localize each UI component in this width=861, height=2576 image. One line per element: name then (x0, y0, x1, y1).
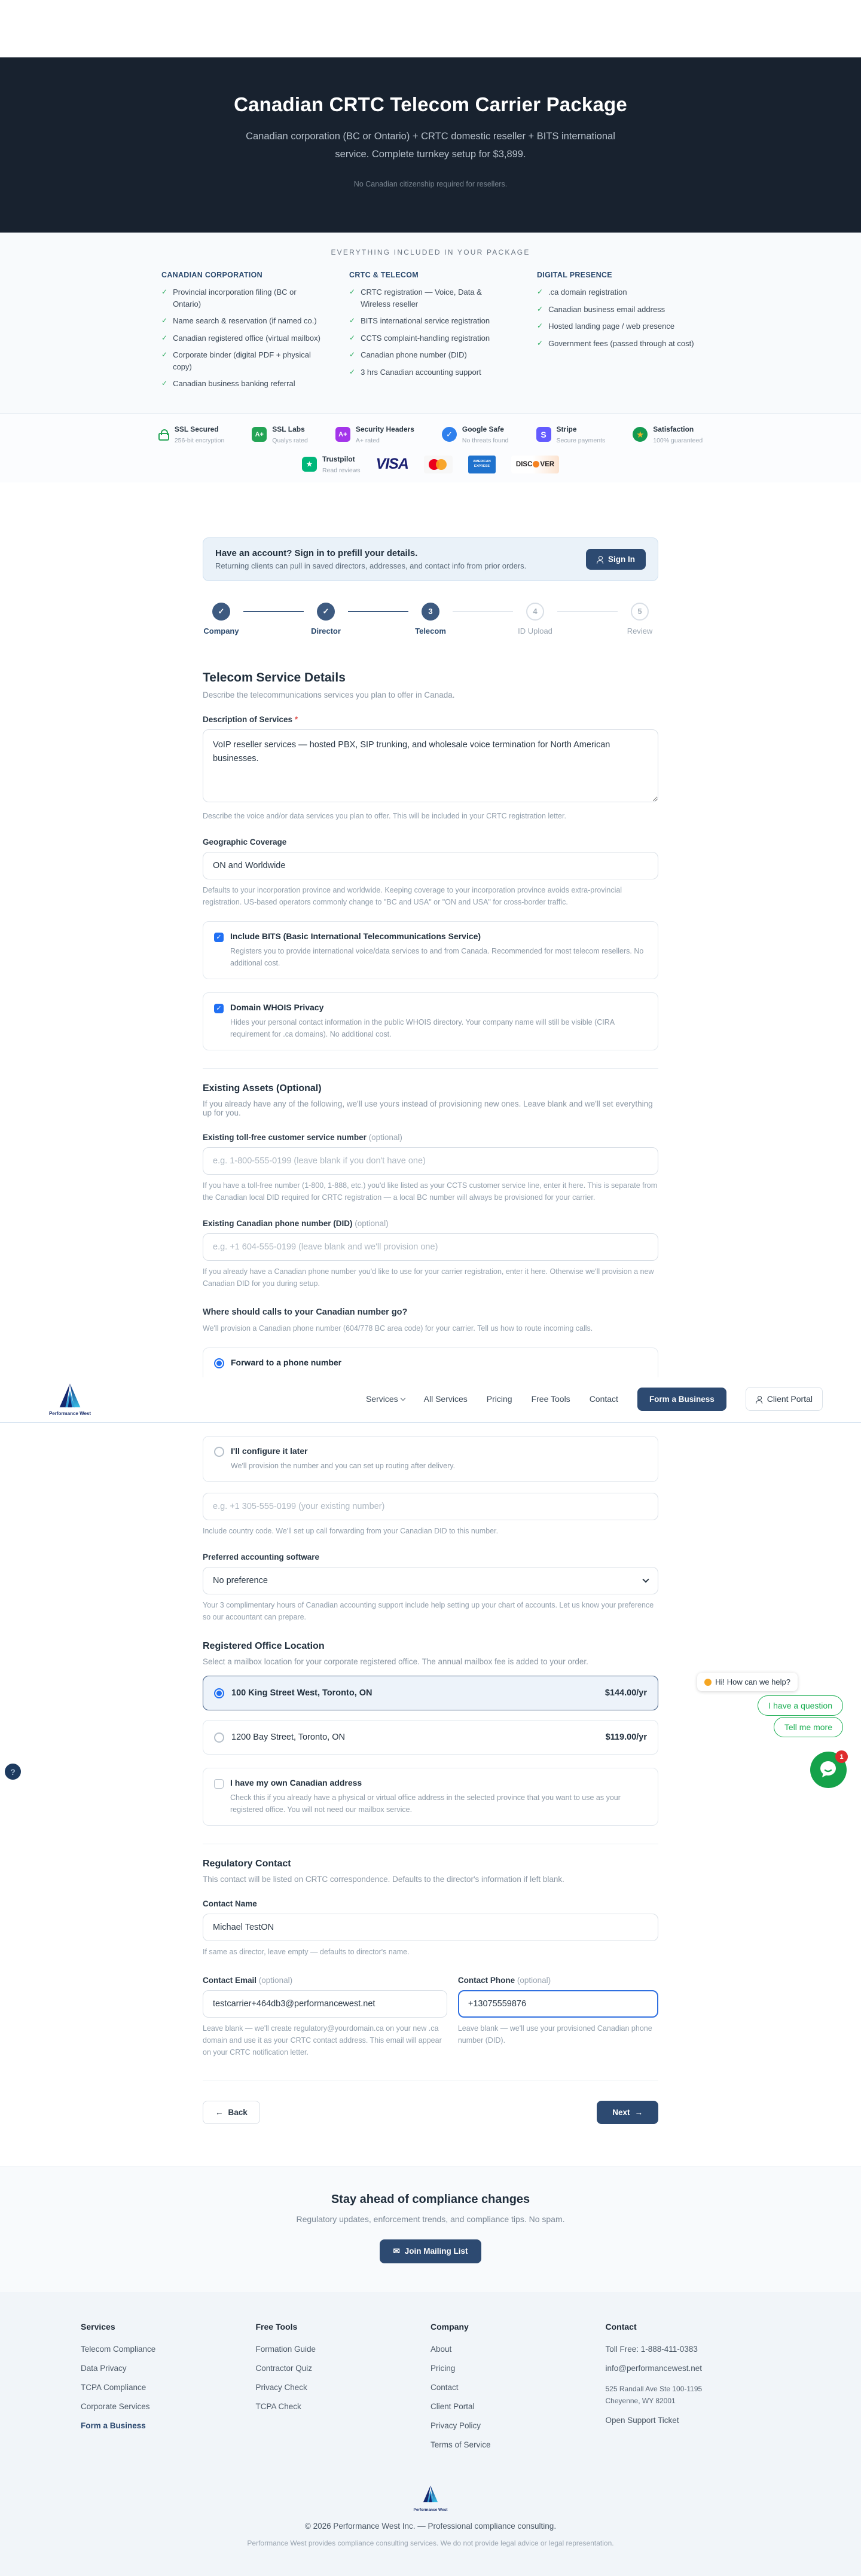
trust-row-2 (0, 454, 861, 475)
step-label: Director (311, 626, 341, 635)
stepper (203, 603, 658, 635)
person-icon (756, 1396, 762, 1402)
chat-greeting-text: Hi! How can we help? (715, 1677, 790, 1686)
badge-label: Security Headers (355, 424, 414, 433)
check-icon: ✓ (161, 316, 168, 325)
step-director[interactable] (307, 603, 344, 635)
later-desc: We'll provision the number and you can set up routing after delivery. (231, 1461, 456, 1470)
visa-logo: VISA (375, 456, 408, 473)
whois-checkbox-checked[interactable]: ✓ (214, 1004, 224, 1013)
person-icon (597, 556, 603, 563)
nav-pricing[interactable]: Pricing (486, 1394, 512, 1404)
item-label: BITS international service registration (361, 316, 490, 326)
signin-banner (203, 537, 658, 581)
step-id-upload[interactable] (517, 603, 554, 635)
logo-text: Performance West (48, 1410, 91, 1416)
chat-bubble-icon[interactable] (810, 1752, 847, 1788)
included-grid (161, 271, 700, 395)
list-item (349, 332, 512, 344)
discover-text-left: DISC (515, 460, 533, 468)
step-telecom[interactable] (412, 603, 449, 635)
office-radio-unselected[interactable] (214, 1732, 224, 1743)
item-label: CRTC registration — Voice, Data & Wireless reseller (361, 288, 482, 308)
chat-badge: 1 (835, 1750, 848, 1763)
next-arrow-icon: → (634, 2107, 643, 2117)
contact-name-label: Contact Name (203, 1899, 257, 1908)
badge-ssl-secured (158, 424, 224, 445)
check-icon: ✓ (349, 288, 356, 297)
logo[interactable] (44, 1382, 96, 1416)
check-icon: ✓ (161, 333, 168, 342)
footer-column-title: Free Tools (255, 2321, 298, 2331)
office-heading: Registered Office Location (203, 1640, 325, 1651)
item-label: 3 hrs Canadian accounting support (361, 367, 481, 377)
newsletter-section (0, 2166, 861, 2292)
back-label: Back (228, 2107, 248, 2117)
disclaimer: Performance West provides compliance consulting services. We do not provide legal advice or legal representation. (247, 2538, 614, 2547)
check-icon: ✓ (349, 333, 356, 342)
contact-name-help: If same as director, leave empty — defaults to director's name. (203, 1947, 410, 1956)
later-label: I'll configure it later (231, 1446, 308, 1456)
footer-link-data-privacy[interactable]: Data Privacy (81, 2363, 127, 2373)
top-spacer (0, 0, 861, 57)
item-label: Government fees (passed through at cost) (548, 338, 694, 348)
step-circle-done: ✓ (212, 603, 230, 621)
footer-link-client-portal[interactable]: Client Portal (430, 2401, 475, 2411)
badge-label: Stripe (556, 424, 577, 433)
column-title: DIGITAL PRESENCE (537, 271, 612, 280)
footer-logo (0, 2485, 861, 2512)
contact-email-help: Leave blank — we'll create regulatory@yourdomain.ca on your new .ca domain and use it as your CRTC contact address. This email will appear on your CRTC notification letter. (203, 2024, 442, 2056)
bits-desc: Registers you to provide international voice/data services to and from Canada. Recommended for most telecom resellers. No additional cost. (230, 946, 644, 967)
step-circle-todo: 4 (526, 603, 544, 621)
footer-link-contractor-quiz[interactable]: Contractor Quiz (255, 2363, 313, 2373)
footer-link-formation-guide[interactable]: Formation Guide (255, 2344, 316, 2354)
client-portal-button[interactable] (746, 1387, 823, 1411)
stripe-icon: S (536, 427, 551, 442)
step-company[interactable] (203, 603, 240, 635)
optional-marker: (optional) (258, 1975, 293, 1985)
bits-card (203, 921, 658, 979)
step-label: Telecom (415, 626, 446, 635)
check-icon: ✓ (537, 322, 544, 331)
footer-link-privacy-check[interactable]: Privacy Check (255, 2382, 307, 2392)
chevron-down-icon (642, 1576, 649, 1582)
copyright: © 2026 Performance West Inc. — Professional compliance consulting. (304, 2521, 557, 2531)
item-label: CCTS complaint-handling registration (361, 333, 490, 343)
lock-icon (158, 433, 169, 441)
contact-phone-help: Leave blank — we'll use your provisioned Canadian phone number (DID). (457, 2024, 652, 2045)
item-label: Corporate binder (digital PDF + physical copy) (173, 350, 311, 371)
check-icon: ✓ (349, 350, 356, 359)
step-label: ID Upload (518, 626, 552, 635)
form-a-business-button[interactable]: Form a Business (637, 1388, 726, 1411)
tollfree-input[interactable] (203, 1147, 658, 1175)
footer-grid (81, 2322, 780, 2459)
footer-link-pricing[interactable]: Pricing (430, 2363, 456, 2373)
chat-question-button[interactable]: I have a question (758, 1695, 843, 1716)
list-item (161, 286, 324, 310)
later-option-card[interactable] (203, 1436, 658, 1482)
footer-link-tcpa-compliance[interactable]: TCPA Compliance (81, 2382, 146, 2392)
trustpilot-star-icon: ★ (302, 457, 317, 472)
footer (0, 2292, 861, 2576)
sign-in-label: Sign In (608, 554, 635, 564)
item-label: Provincial incorporation filing (BC or Ontario) (173, 288, 297, 308)
footer-email[interactable]: info@performancewest.net (605, 2363, 703, 2373)
list-item (349, 286, 512, 310)
tollfree-label: Existing toll-free customer service number (optional) (203, 1132, 402, 1142)
footer-column-services (81, 2322, 256, 2459)
amex-logo: AMERICAN EXPRESS (468, 456, 496, 473)
included-column-digital (537, 271, 700, 395)
step-connector (453, 611, 513, 612)
footer-column-title: Company (430, 2321, 469, 2331)
list-item (537, 286, 700, 298)
included-heading: EVERYTHING INCLUDED IN YOUR PACKAGE (331, 248, 530, 257)
badge-label: SSL Labs (272, 424, 305, 433)
forward-number-help: Include country code. We'll set up call forwarding from your Canadian DID to this number. (203, 1526, 499, 1535)
client-portal-label: Client Portal (767, 1394, 813, 1404)
signin-title: Have an account? Sign in to prefill your details. (215, 548, 418, 558)
back-button[interactable] (203, 2101, 260, 2124)
nav-free-tools[interactable]: Free Tools (531, 1394, 570, 1404)
optional-marker: (optional) (368, 1132, 402, 1142)
column-title: CANADIAN CORPORATION (161, 271, 262, 280)
trust-row-1 (0, 424, 861, 445)
item-label: Canadian business email address (548, 304, 665, 314)
wave-emoji-icon (704, 1679, 712, 1686)
google-safe-icon: ✓ (442, 427, 457, 442)
badge-google-safe (442, 424, 509, 445)
step-circle-active: 3 (422, 603, 439, 621)
whois-desc: Hides your personal contact information in the public WHOIS directory. Your company name will still be visible (CIRA requirement for .ca domains). No additional cost. (230, 1017, 615, 1038)
badge-label: Trustpilot (322, 454, 355, 463)
contact-email-label: Contact Email (optional) (203, 1975, 293, 1985)
logo-mountain-icon (420, 2485, 441, 2504)
contact-grid (203, 1960, 658, 2058)
later-radio-unselected[interactable] (214, 1447, 224, 1457)
office-radio-selected[interactable] (214, 1688, 224, 1698)
whois-title: Domain WHOIS Privacy (230, 1002, 324, 1012)
list-item (537, 320, 700, 332)
back-arrow-icon: ← (215, 2107, 224, 2117)
own-address-card[interactable] (203, 1768, 658, 1826)
badge-sub: Qualys rated (272, 436, 308, 444)
own-address-desc: Check this if you already have a physical or virtual office address in the selected province that you want to use as your registered office. You will not need our mailbox service. (230, 1793, 621, 1814)
contact-phone-input[interactable] (458, 1990, 658, 2018)
form-container-2 (203, 1436, 658, 2124)
chevron-down-icon (400, 1396, 405, 1401)
whois-card (203, 992, 658, 1050)
description-textarea[interactable] (203, 729, 658, 802)
regulatory-sub: This contact will be listed on CRTC correspondence. Defaults to the director's information if left blank. (203, 1874, 564, 1884)
security-headers-icon: A+ (335, 427, 350, 442)
check-icon: ✓ (349, 316, 356, 325)
page-title: Canadian CRTC Telecom Carrier Package (234, 93, 627, 115)
satisfaction-star-icon: ★ (633, 427, 648, 442)
nav-links (366, 1387, 823, 1411)
check-icon: ✓ (161, 379, 168, 388)
join-mailing-list-button[interactable] (380, 2239, 481, 2263)
nav-services[interactable]: Services (366, 1394, 405, 1404)
mastercard-logo (424, 456, 453, 473)
contact-phone-label: Contact Phone (optional) (457, 1975, 551, 1985)
ssl-labs-icon: A+ (252, 427, 267, 442)
included-column-corporation (161, 271, 324, 395)
discover-dot-icon (533, 461, 539, 467)
discover-text-right: VER (540, 460, 555, 468)
badge-sub: No threats found (462, 436, 509, 444)
badge-sub: Read reviews (322, 466, 361, 474)
footer-address: 525 Randall Ave Ste 100-1195 Cheyenne, WY 82001 (605, 2384, 703, 2406)
step-label: Company (203, 626, 239, 635)
badge-sub: Secure payments (556, 436, 606, 444)
help-button[interactable]: ? (5, 1764, 21, 1780)
footer-column-contact (606, 2322, 781, 2459)
list-item (161, 349, 324, 372)
item-label: Canadian registered office (virtual mailbox) (173, 333, 320, 343)
check-icon: ✓ (537, 288, 544, 297)
badge-label: Google Safe (462, 424, 504, 433)
tollfree-help: If you have a toll-free number (1-800, 1-888, etc.) you'd like listed as your CCTS customer service line, enter it here. This is separate from the Canadian local DID required for CRTC registration — a local BC number will always be provisioned for your carrier. (203, 1181, 658, 1202)
list-item (161, 315, 324, 327)
footer-link-terms[interactable]: Terms of Service (430, 2440, 491, 2449)
badge-sub: A+ rated (355, 436, 380, 444)
check-icon: ✓ (161, 350, 168, 359)
forward-number-input[interactable] (203, 1493, 658, 1520)
office-address: 100 King Street West, Toronto, ON (231, 1688, 373, 1698)
step-connector (348, 611, 408, 612)
footer-phone[interactable]: Toll Free: 1-888-411-0383 (605, 2344, 698, 2354)
list-item (537, 304, 700, 316)
list-item (349, 349, 512, 361)
step-connector (557, 611, 618, 612)
included-column-telecom (349, 271, 512, 395)
existing-assets-sub: If you already have any of the following, we'll use yours instead of provisioning new ones. Leave blank and we'll set everything up for you. (203, 1099, 653, 1117)
step-review[interactable] (621, 603, 658, 635)
own-address-title: I have my own Canadian address (230, 1777, 362, 1787)
hero-subtitle: Canadian corporation (BC or Ontario) + CRTC domestic reseller + BITS international service. Complete turnkey setup for $3,899. (246, 131, 615, 160)
check-icon: ✓ (349, 367, 356, 376)
badge-security-headers (335, 424, 414, 445)
trust-section (0, 413, 861, 482)
divider (203, 1068, 658, 1069)
badge-stripe (536, 424, 606, 445)
geographic-input[interactable] (203, 852, 658, 879)
routing-sub: We'll provision a Canadian phone number (604/778 BC area code) for your carrier. Tell us how to route incoming calls. (203, 1324, 593, 1333)
badge-ssl-labs (252, 424, 308, 445)
discover-logo (511, 456, 559, 473)
badge-label: SSL Secured (174, 424, 219, 433)
footer-link-tcpa-check[interactable]: TCPA Check (255, 2401, 301, 2411)
list-item (161, 378, 324, 390)
did-help: If you already have a Canadian phone number you'd like to use for your carrier registration, enter it here. Otherwise we'll provision a new Canadian DID for you during setup. (203, 1267, 654, 1288)
section-title: Telecom Service Details (203, 670, 346, 685)
did-label: Existing Canadian phone number (DID) (optional) (203, 1218, 389, 1228)
badge-sub: 256-bit encryption (174, 436, 225, 444)
accounting-label: Preferred accounting software (203, 1552, 320, 1562)
badge-sub: 100% guaranteed (653, 436, 703, 444)
routing-question: Where should calls to your Canadian number go? (203, 1307, 408, 1317)
footer-link-contact[interactable]: Contact (430, 2382, 459, 2392)
join-mailing-list-label: Join Mailing List (404, 2247, 468, 2256)
logo-text: Performance West (413, 2507, 448, 2512)
included-section (0, 233, 861, 413)
required-marker: * (294, 714, 298, 724)
list-item (349, 366, 512, 378)
sign-in-button[interactable] (586, 549, 646, 570)
own-address-checkbox-unchecked[interactable] (214, 1779, 224, 1789)
forward-radio-selected[interactable] (214, 1358, 224, 1368)
optional-marker: (optional) (355, 1218, 389, 1228)
footer-link-telecom-compliance[interactable]: Telecom Compliance (81, 2344, 156, 2354)
next-label: Next (612, 2107, 630, 2117)
footer-column-free-tools (256, 2322, 431, 2459)
form-container (203, 537, 658, 1377)
existing-assets-heading: Existing Assets (Optional) (203, 1083, 322, 1093)
check-icon: ✓ (161, 288, 168, 297)
geographic-help: Defaults to your incorporation province and worldwide. Keeping coverage to your incorporation province avoids extra-provincial registration. US-based operators commonly change to "BC and USA" or "ON and USA" for cross-border traffic. (203, 885, 622, 906)
footer-column-title: Contact (605, 2321, 637, 2331)
footer-link-form-a-business[interactable]: Form a Business (81, 2421, 146, 2430)
list-item (537, 338, 700, 350)
footer-column-title: Services (81, 2321, 115, 2331)
did-input[interactable] (203, 1233, 658, 1261)
step-circle-done: ✓ (317, 603, 335, 621)
optional-marker: (optional) (517, 1975, 551, 1985)
footer-bottom (0, 2459, 861, 2576)
footer-link-about[interactable]: About (430, 2344, 452, 2354)
office-price: $119.00/yr (605, 1732, 647, 1742)
item-label: Hosted landing page / web presence (548, 322, 675, 331)
list-item (161, 332, 324, 344)
office-option-king[interactable] (203, 1676, 658, 1710)
newsletter-sub: Regulatory updates, enforcement trends, and compliance tips. No spam. (296, 2214, 565, 2224)
accounting-selected-value: No preference (213, 1575, 268, 1585)
item-label: Canadian phone number (DID) (361, 350, 467, 360)
item-label: Name search & reservation (if named co.) (173, 316, 317, 326)
step-circle-todo: 5 (631, 603, 649, 621)
form-nav-buttons (203, 2101, 658, 2124)
item-label: .ca domain registration (548, 288, 627, 297)
step-label: Review (627, 626, 653, 635)
badge-label: Satisfaction (653, 424, 694, 433)
contact-name-input[interactable] (203, 1914, 658, 1941)
office-option-bay[interactable] (203, 1720, 658, 1755)
check-icon: ✓ (537, 338, 544, 347)
footer-link-privacy-policy[interactable]: Privacy Policy (430, 2421, 481, 2430)
forward-label: Forward to a phone number (231, 1357, 342, 1367)
regulatory-heading: Regulatory Contact (203, 1858, 291, 1869)
logo-mountain-icon (54, 1382, 86, 1410)
office-address: 1200 Bay Street, Toronto, ON (231, 1732, 345, 1742)
check-icon: ✓ (537, 304, 544, 313)
office-price: $144.00/yr (604, 1688, 647, 1698)
bits-title: Include BITS (Basic International Telecommunications Service) (230, 931, 481, 941)
list-item (349, 315, 512, 327)
bits-checkbox-checked[interactable]: ✓ (214, 933, 224, 942)
footer-link-corporate-services[interactable]: Corporate Services (81, 2401, 150, 2411)
chat-greeting (697, 1673, 798, 1691)
site-navbar (0, 1377, 861, 1423)
badge-satisfaction (633, 424, 703, 445)
nav-contact[interactable]: Contact (589, 1394, 618, 1404)
newsletter-title: Stay ahead of compliance changes (331, 2192, 530, 2206)
envelope-icon: ✉ (393, 2246, 400, 2256)
badge-trustpilot[interactable] (302, 454, 361, 475)
step-connector (243, 611, 304, 612)
description-label: Description of Services * (203, 714, 298, 724)
accounting-select[interactable] (203, 1567, 658, 1594)
hero-note: No Canadian citizenship required for resellers. (353, 180, 508, 189)
signin-subtitle: Returning clients can pull in saved directors, addresses, and contact info from prior orders. (215, 561, 527, 570)
nav-all-services[interactable]: All Services (423, 1394, 468, 1404)
contact-email-input[interactable] (203, 1990, 447, 2018)
hero-section (0, 57, 861, 233)
section-subtitle: Describe the telecommunications services you plan to offer in Canada. (203, 690, 455, 699)
geographic-label: Geographic Coverage (203, 837, 287, 847)
chat-more-button[interactable]: Tell me more (774, 1717, 843, 1737)
footer-column-company (430, 2322, 606, 2459)
description-help: Describe the voice and/or data services you plan to offer. This will be included in your CRTC registration letter. (203, 811, 566, 820)
footer-support-ticket[interactable]: Open Support Ticket (605, 2415, 679, 2425)
office-sub: Select a mailbox location for your corporate registered office. The annual mailbox fee is added to your order. (203, 1657, 588, 1666)
item-label: Canadian business banking referral (173, 379, 295, 389)
forward-option-card[interactable] (203, 1347, 658, 1377)
accounting-help: Your 3 complimentary hours of Canadian accounting support include help setting up your chart of accounts. Let us know your preference so our accountant can prepare. (203, 1600, 654, 1621)
next-button[interactable] (597, 2101, 658, 2124)
column-title: CRTC & TELECOM (349, 271, 419, 280)
